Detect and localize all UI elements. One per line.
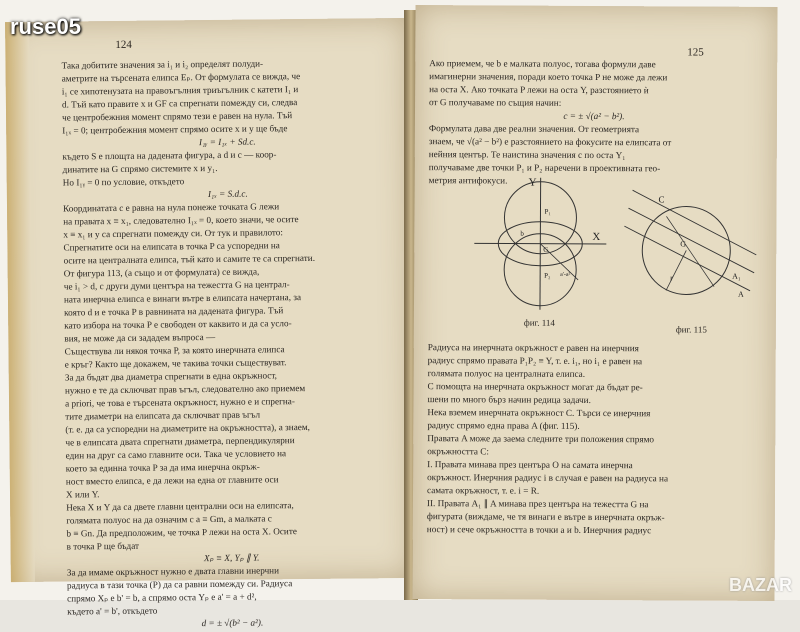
text-line: Нека X и Y да са двете главни централни оси на елипсата, <box>66 500 294 513</box>
fig115-label-g: G <box>680 239 687 249</box>
text-line: Координатата c е равна на нула понеже точката G лежи <box>62 201 280 214</box>
text-line: окръжност. Инерчния радиус i в случая е равен на радиуса на <box>427 472 669 484</box>
text-line: голямата полуос на да означим с a ≡ Gm, а малката с <box>66 513 272 526</box>
text-line: С помощта на инерчната окръжност могат да бъдат ре- <box>427 381 643 393</box>
text-line: (т. е. да са успоредни на диаметрите на окръжността), а знаем, <box>65 421 310 435</box>
fig115-label-a: A <box>738 289 744 299</box>
text-line: ност) и сече окръжността в точки a и b. Инерчния радиус <box>426 524 652 536</box>
text-line: на оста X. Ако точката P лежи на оста Y, разстоянието ѝ <box>429 84 649 96</box>
text-line: където a' = b', откъдето <box>67 605 158 617</box>
text-line: Правата A може да заема следните три положения спрямо <box>427 433 655 445</box>
text-line: голямата полуос на централната елипса. <box>427 368 586 379</box>
fig115-label-a1: A₁ <box>732 271 741 281</box>
text-line: знаем, че √(a² − b²) е разстоянието на фокусите на елипсата от <box>428 136 672 148</box>
right-page <box>412 5 777 601</box>
text-line: II. Правата A₁ ∥ A минава през центъра на тежестта G на <box>426 498 649 510</box>
text-line: метрия антифокуси. <box>428 175 508 186</box>
text-line: окръжността C: <box>427 446 490 457</box>
page-edge-stain <box>5 22 35 582</box>
text-line: имагинерни значения, поради което точка P не може да лежи <box>429 71 668 83</box>
text-line: радиуса в тази точка (P) да са равни помежду си. Радиуса <box>66 578 293 591</box>
fig114-label-x: X <box>592 230 601 244</box>
left-page <box>5 18 415 629</box>
text-line: шени по много бърз начин редица задачи. <box>427 394 591 405</box>
text-line: вия, не може да си зададем въпроса — <box>64 331 216 344</box>
fig115-label-c: C <box>658 194 665 205</box>
fig114-label-y: Y <box>528 176 537 189</box>
text-line: Съществува ли някоя точка P, за която инерчната елипса <box>64 344 285 357</box>
text-line: За да имаме окръжност нужно е двата главни инерчни <box>66 565 280 578</box>
text-line: в точка P ще бъдат <box>66 540 140 552</box>
fig115-caption: фиг. 115 <box>675 324 707 335</box>
text-line: като избора на точка P е свободен от каквито и да са усло- <box>64 318 292 331</box>
left-page-number: 124 <box>115 38 132 51</box>
fig115-line-a1 <box>628 208 754 273</box>
text-line: нужно е те да сключват прав ъгъл, следователно ако приемем <box>64 383 306 396</box>
fig115-label-r: r <box>670 273 673 283</box>
watermark-text: ruse05 <box>10 14 81 39</box>
text-line: Ако приемем, че b е малката полуос, тогава формули даве <box>429 58 656 70</box>
fig114-label-d: a'-a² <box>560 271 571 278</box>
text-line: един на друг са само главните оси. Така че условието на <box>65 448 287 461</box>
text-line: I₁ᵧ = I₁ₓ + Sd.c. <box>198 136 256 148</box>
text-line: i₁ се хипотенузата на правоъгълния триъгълник с катети I₁ и <box>61 84 299 97</box>
text-line: фигурата (виждаме, че тя винаги е вътре в инерчната окръж- <box>426 511 665 523</box>
text-line: Но I₁ᵧ = 0 по условие, откъдето <box>62 176 185 188</box>
text-line: I₁ₓ = 0; центробежния момент спрямо осите x и y ще бъде <box>62 123 288 136</box>
text-line: е кръг? Както ще докажем, че такива точки съществуват. <box>64 357 287 370</box>
right-page-text-top <box>429 57 760 189</box>
text-line: на правата x ≡ x₁, следователно I₁ₓ = 0, което значи, че осите <box>63 214 299 227</box>
fig114-label-p1: P₁ <box>544 207 551 216</box>
text-line: От фигура 113, (а също и от формулата) се вижда, <box>63 266 260 279</box>
text-line: ната инерчна елипса е винаги вътре в елипсата начертана, за <box>63 292 302 305</box>
text-line: радиус спрямо правата P₁P₂ ≡ Y, т. е. i₁, но i₁ е равен на <box>427 355 643 367</box>
left-page-text <box>61 56 397 631</box>
text-line: аметрите на търсената елипса Eₚ. От формулата се вижда, че <box>61 71 301 84</box>
fig114-caption: фиг. 114 <box>523 317 555 328</box>
text-line: Така добитите значения за i₁ и i₂ определят полуди- <box>61 58 264 71</box>
text-line: Нека вземем инерчната окръжност C. Търси се инерчния <box>427 407 651 419</box>
site-logo: BAZAR <box>729 575 792 595</box>
text-line: За да бъдат два диаметра спрегнати в една окръжност, <box>64 370 277 383</box>
fig114-label-c: b <box>520 229 524 238</box>
text-line: d. Тъй като правите x и GF са спрегнати помежду си, следва <box>61 97 298 110</box>
fig114-label-p2: P₂ <box>544 271 551 280</box>
text-line: Спрегнатите оси на елипсата в точка P са успоредни на <box>63 240 280 253</box>
right-page-text-bottom <box>427 341 758 538</box>
text-line: радиус спрямо една права A (фиг. 115). <box>427 420 580 431</box>
fig114-label-g: G <box>543 245 549 254</box>
text-line: b ≡ Gn. Да предположим, че точка P лежи на оста X. Осите <box>66 526 297 539</box>
text-line: I. Правата минава през центъра O на самата инерчна <box>427 459 633 471</box>
text-line: че в елипсата двата спрегнати диаметра, перпендикулярни <box>65 435 295 448</box>
text-line: Формулата дава две реални значения. От геометрията <box>428 123 640 135</box>
text-line: I₁ₓ = S.d.c. <box>207 188 248 200</box>
text-line: където S е площта на дадената фигура, а d и c — коор- <box>62 149 277 162</box>
text-line: самата окръжност, т. е. i = R. <box>426 485 540 496</box>
text-line: спрямо Xₚ е b' = b, а спрямо оста Yₚ е a' = a + d², <box>67 591 257 604</box>
text-line: d = ± √(b² − a²). <box>201 617 264 629</box>
text-line: получаваме две точки P₁ и P₂ наречени в проективната гео- <box>428 162 661 174</box>
text-line: нейния център. Те наистина значения c по оста Y₁ <box>428 149 626 161</box>
text-line: тите диаметри на елипсата да сключват прав ъгъл <box>65 409 261 422</box>
text-line: a priori, че това е търсената окръжност, нужно е и спрегна- <box>65 396 295 409</box>
text-line: X или Y. <box>65 489 100 500</box>
text-line: осите на централната елипса, тъй като и самите те са спрегнати. <box>63 252 316 266</box>
text-line: Радиуса на инерчната окръжност е равен на инерчния <box>427 342 639 354</box>
text-line: че i₁ > d, с други думи центъра на тежестта G на централ- <box>63 279 290 292</box>
right-page-number: 125 <box>687 46 704 59</box>
text-line: което за единна точка P за да има инерчна окръж- <box>65 461 260 474</box>
text-line: c = ± √(a² − b²). <box>563 110 625 122</box>
fig115-radius <box>666 250 686 290</box>
text-line: x ≡ x₁ и y са спрегнати помежду си. От тук и правилото: <box>63 227 283 240</box>
text-line: ност вместо елипса, е да лежи на една от главните оси <box>65 474 279 487</box>
text-line: динатите на G спрямо системите x и y₁. <box>62 162 218 175</box>
text-line: от G получаваме по същия начин: <box>429 97 562 108</box>
text-line: Xₚ ≡ X, Yₚ ∥ Y. <box>203 552 260 564</box>
text-line: която d и е точка P в равнината на дадената фигура. Тъй <box>64 305 284 318</box>
text-line: че центробежния момент спрямо тези е равен на нула. Тъй <box>62 110 293 123</box>
figure-115 <box>618 186 759 317</box>
fig115-line-a2 <box>632 190 756 255</box>
figure-114 <box>470 173 611 314</box>
